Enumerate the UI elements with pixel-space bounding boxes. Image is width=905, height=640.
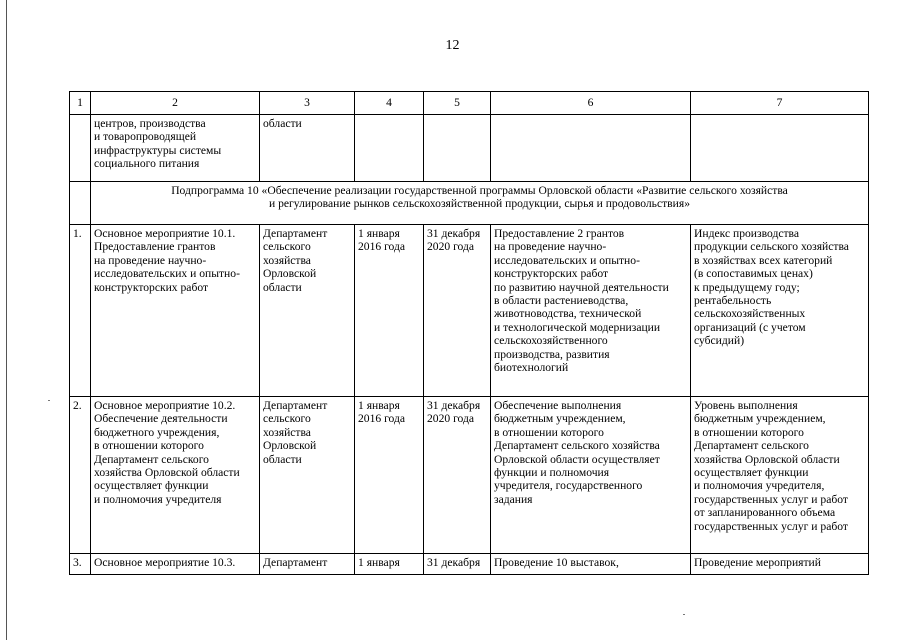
plan-table <box>69 91 869 575</box>
cell-num <box>70 115 91 182</box>
row-result: Проведение 10 выставок, <box>491 554 691 575</box>
row-executor: Департамент сельского хозяйства Орловской области <box>260 225 355 397</box>
column-number: 2 <box>91 92 260 115</box>
scan-speck <box>48 400 50 401</box>
row-start-date: 1 января <box>355 554 424 575</box>
cell-result <box>491 115 691 182</box>
row-indicator: Индекс производства продукции сельского хозяйства в хозяйствах всех категорий (в сопоставимых ценах) к предыдущему году; рентабельность сельскохозяйственных организаций (с учетом субсидий) <box>691 225 869 397</box>
column-number-row <box>70 92 869 115</box>
cell-indicator <box>691 115 869 182</box>
row-end-date: 31 декабря 2020 года <box>424 397 491 554</box>
row-result: Предоставление 2 грантов на проведение научно- исследовательских и опытно- конструкторских работ по развитию научной деятельности в области растениеводства, животноводства, технической и технологической модернизации сельскохозяйственного производства, развития биотехнологий <box>491 225 691 397</box>
page-margin-line <box>6 0 7 640</box>
table-row <box>70 397 869 554</box>
column-number: 1 <box>70 92 91 115</box>
column-number: 6 <box>491 92 691 115</box>
row-indicator: Проведение мероприятий <box>691 554 869 575</box>
row-event: Основное мероприятие 10.3. <box>91 554 260 575</box>
subprogram-row <box>70 182 869 225</box>
row-start-date: 1 января 2016 года <box>355 397 424 554</box>
continuation-row <box>70 115 869 182</box>
table-row <box>70 225 869 397</box>
cell-end <box>424 115 491 182</box>
row-number: 2. <box>70 397 91 554</box>
row-end-date: 31 декабря 2020 года <box>424 225 491 397</box>
cell-executor: области <box>260 115 355 182</box>
scan-speck <box>683 614 685 615</box>
column-number: 7 <box>691 92 869 115</box>
row-indicator: Уровень выполнения бюджетным учреждением, в отношении которого Департамент сельского хозяйства Орловской области осуществляет функции и полномочия учредителя, государственных услуг и работ от запланированного объема государственных услуг и работ <box>691 397 869 554</box>
page-number: 12 <box>445 38 460 53</box>
row-number: 1. <box>70 225 91 397</box>
row-number: 3. <box>70 554 91 575</box>
cell-num <box>70 182 91 225</box>
column-number: 4 <box>355 92 424 115</box>
column-number: 5 <box>424 92 491 115</box>
table-row <box>70 554 869 575</box>
row-executor: Департамент <box>260 554 355 575</box>
row-event: Основное мероприятие 10.2. Обеспечение деятельности бюджетного учреждения, в отношении которого Департамент сельского хозяйства Орловской области осуществляет функции и полномочия учредителя <box>91 397 260 554</box>
column-number: 3 <box>260 92 355 115</box>
cell-event: центров, производства и товаропроводящей инфраструктуры системы социального питания <box>91 115 260 182</box>
cell-start <box>355 115 424 182</box>
row-executor: Департамент сельского хозяйства Орловской области <box>260 397 355 554</box>
row-event: Основное мероприятие 10.1. Предоставление грантов на проведение научно- исследовательских и опытно- конструкторских работ <box>91 225 260 397</box>
row-result: Обеспечение выполнения бюджетным учреждением, в отношении которого Департамент сельского хозяйства Орловской области осуществляет функции и полномочия учредителя, государственного задания <box>491 397 691 554</box>
subprogram-title: Подпрограмма 10 «Обеспечение реализации государственной программы Орловской области «Развитие сельского хозяйства и регулирование рынков сельскохозяйственной продукции, сырья и продовольствия» <box>91 182 869 225</box>
row-end-date: 31 декабря <box>424 554 491 575</box>
row-start-date: 1 января 2016 года <box>355 225 424 397</box>
